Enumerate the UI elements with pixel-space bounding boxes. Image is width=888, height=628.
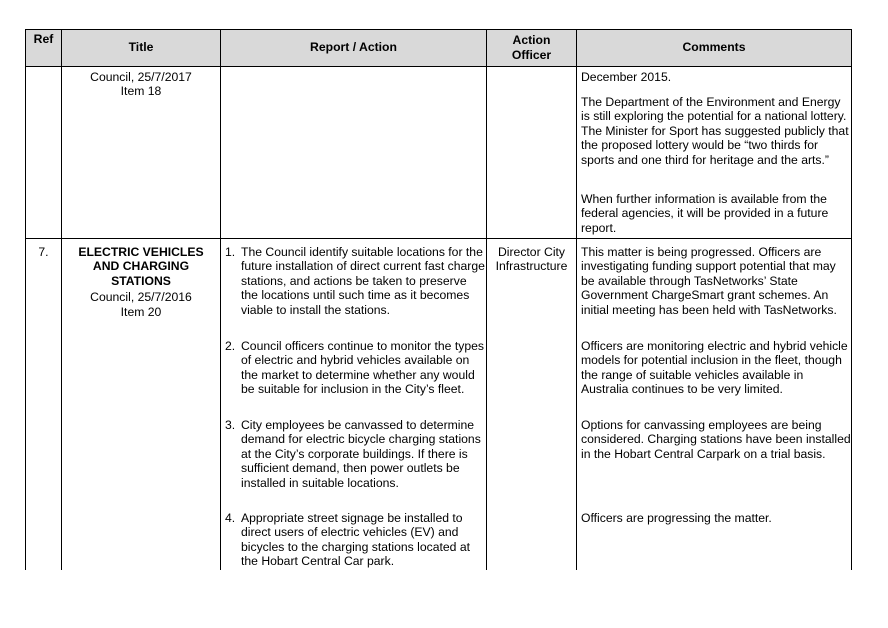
row7-comment-1: This matter is being progressed. Officers are investigating funding support potential that may be available through TasNetworks’ State Government ChargeSmart grant schemes. An initial meeting has been held with TasNetworks. xyxy=(581,245,837,317)
header-title: Title xyxy=(62,29,220,66)
prev-comment-3: When further information is available from the federal agencies, it will be provided in a future report. xyxy=(581,192,829,235)
column-divider-title xyxy=(220,29,221,570)
prev-item-line: Item 18 xyxy=(120,84,162,99)
row7-meeting-line: Council, 25/7/2016 xyxy=(90,290,192,305)
row7-title-cell xyxy=(68,245,214,319)
row-divider xyxy=(25,238,852,239)
row7-item-line: Item 20 xyxy=(120,304,162,319)
header-bottom-border xyxy=(25,66,852,67)
header-ref: Ref xyxy=(26,29,61,66)
row7-ref: 7. xyxy=(38,245,49,259)
header-report: Report / Action xyxy=(221,29,486,66)
prev-meeting-line: Council, 25/7/2017 xyxy=(90,70,192,84)
table-right-border xyxy=(851,29,852,570)
header-comments: Comments xyxy=(577,29,851,66)
prev-comment-1: December 2015. xyxy=(581,70,672,84)
row7-comment-3: Options for canvassing employees are being considered. Charging stations have been installed in the Hobart Central Carpark on a trial basis. xyxy=(581,418,851,461)
prev-comment-2: The Department of the Environment and Energy is still exploring the potential for a national lottery. The Minister for Sport has suggested publicly that the proposed lottery would be “two thirds for sports and one third for heritage and the arts.” xyxy=(581,95,849,167)
table-left-border xyxy=(25,29,26,570)
table-top-border xyxy=(25,29,852,30)
row7-officer: Director City Infrastructure xyxy=(495,245,568,274)
row7-title: ELECTRIC VEHICLES AND CHARGING STATIONS xyxy=(78,245,204,288)
column-divider-ref xyxy=(61,29,62,570)
header-officer: Action Officer xyxy=(487,29,576,66)
row7-comment-2: Officers are monitoring electric and hybrid vehicle models for potential inclusion in the fleet, though the range of suitable vehicles available in Australia continues to be very limited. xyxy=(581,339,848,397)
prev-row-title xyxy=(62,70,220,99)
row7-comment-4: Officers are progressing the matter. xyxy=(581,511,772,525)
column-divider-report xyxy=(486,29,487,570)
column-divider-officer xyxy=(576,29,577,570)
